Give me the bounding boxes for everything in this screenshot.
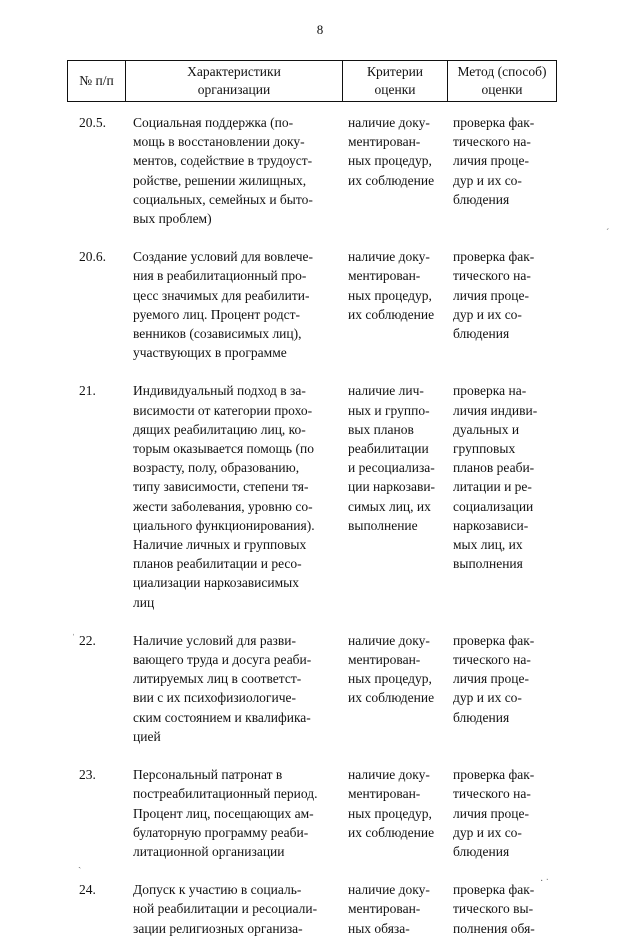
table-row [67,880,556,938]
scan-speck: · ˑ [540,876,549,887]
row-criteria: наличие доку- ментирован- ных процедур, их соблюдение [348,767,435,840]
row-criteria: наличие доку- ментирован- ных процедур, их соблюдение [348,632,435,706]
page-number: 8 [316,22,324,37]
row-characteristics: Допуск к участию в социаль- ной реабилитации и ресоциали- зации религиозных организа- [133,882,318,936]
row-method: проверка на- личия индиви- дуальных и групповых планов реаби- литации и ре- социализации наркозависи- мых лиц, их выполнения [453,383,538,572]
row-number: 24. [79,882,96,898]
header-row [68,61,557,102]
scan-speck: ˏ [78,858,82,869]
row-method: проверка фак- тического на- личия проце- дур и их со- блюдения [453,115,535,207]
table-row [67,765,556,861]
row-method: проверка фак- тического на- личия проце- дур и их со- блюдения [453,767,535,859]
row-characteristics: Индивидуальный подход в за- висимости от категории прохо- дящих реабилитацию лиц, ко- торым оказывается помощь (по возрасту, полу, образованию, типу зависимости, степени тя- жести заболевания, уровню со- циального функционирования). Наличие личных и групповых планов реабилитации и ресо- циализации наркозависимых лиц [133,383,315,610]
row-method: проверка фак- тического на- личия проце- дур и их со- блюдения [453,249,535,342]
scan-speck: ˌ [72,625,76,636]
row-method: проверка фак- тического вы- полнения обя- [453,882,535,936]
table-row [67,381,556,611]
row-criteria: наличие доку- ментирован- ных процедур, их соблюдение [348,115,435,188]
criteria-table [67,113,556,938]
scan-speck: ˊ [606,228,610,239]
row-characteristics: Наличие условий для разви- вающего труда и досуга реаби- литируемых лиц в соответст- вии с их психофизиологиче- ским состоянием и квалифика- цией [133,632,312,744]
row-number: 20.6. [79,249,106,265]
table-row [67,113,556,228]
row-number: 21. [79,383,96,399]
header-criteria: Критерии оценки [343,61,448,102]
row-number: 22. [79,632,96,648]
row-criteria: наличие доку- ментирован- ных обяза- [348,882,430,936]
header-method: Метод (способ) оценки [448,61,557,102]
table-header [67,60,557,102]
header-num: № п/п [68,61,126,102]
row-characteristics: Создание условий для вовлече- ния в реабилитационный про- цесс значимых для реабилити- руемого лиц. Процент родст- венников (созависимых лиц), участвующих в программе [133,249,314,361]
row-criteria: наличие лич- ных и группо- вых планов реабилитации и ресоциализа- ции наркозави- симых лиц, их выполнение [348,383,436,533]
row-number: 20.5. [79,115,106,130]
row-method: проверка фак- тического на- личия проце- дур и их со- блюдения [453,632,535,725]
row-number: 23. [79,767,96,783]
table-row [67,247,556,362]
header-characteristics: Характеристики организации [126,61,343,102]
table-row [67,631,556,746]
row-criteria: наличие доку- ментирован- ных процедур, их соблюдение [348,249,435,322]
row-characteristics: Персональный патронат в постреабилитационный период. Процент лиц, посещающих ам- булаторную программу реаби- литационной организации [133,767,318,859]
row-characteristics: Социальная поддержка (по- мощь в восстановлении доку- ментов, содействие в трудоуст- ройстве, решении жилищных, социальных, семейных и быто- вых проблем) [133,115,313,227]
